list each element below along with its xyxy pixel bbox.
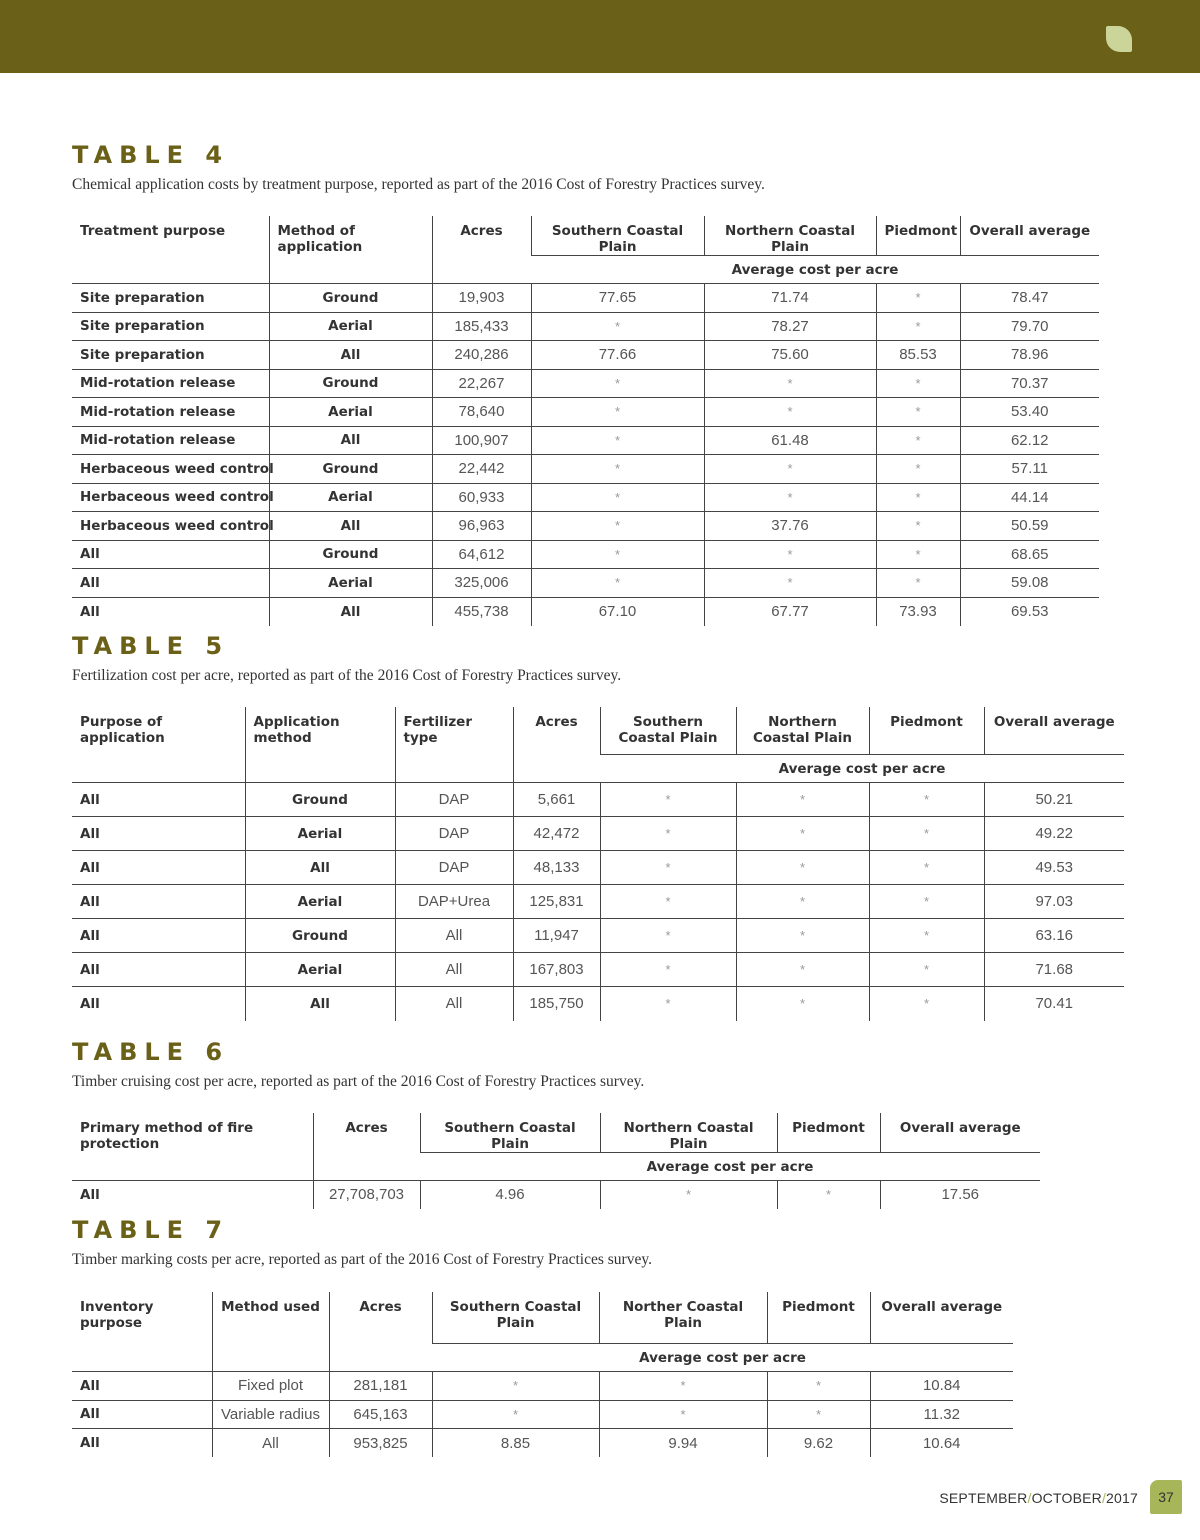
table-cell: * [704, 398, 876, 427]
page-number: 37 [1150, 1480, 1182, 1514]
table-cell: 11.32 [870, 1400, 1013, 1429]
table-cell: 67.77 [704, 597, 876, 626]
table7-heading [72, 1216, 652, 1270]
table-cell: * [600, 1181, 777, 1209]
table-row [72, 1429, 1013, 1458]
table-cell: 77.66 [531, 341, 704, 370]
table-cell: 8.85 [432, 1429, 599, 1458]
table-cell: * [704, 369, 876, 398]
table-cell: Ground [269, 540, 432, 569]
col-header: Fertilizer type [395, 707, 513, 783]
table-cell: 50.21 [984, 783, 1124, 817]
table-row [72, 987, 1124, 1021]
table-cell: 97.03 [984, 885, 1124, 919]
table-cell: * [869, 783, 984, 817]
table-cell: * [876, 398, 960, 427]
table-cell: Aerial [245, 953, 395, 987]
table-cell: Ground [269, 284, 432, 313]
footer-month1: SEPTEMBER [939, 1490, 1028, 1506]
table-cell: 79.70 [960, 312, 1099, 341]
table-cell: * [704, 455, 876, 484]
table-row [72, 312, 1099, 341]
table-cell: All [72, 1400, 212, 1429]
table-cell: Herbaceous weed control [72, 512, 269, 541]
table-cell: 27,708,703 [313, 1181, 420, 1209]
table-cell: Herbaceous weed control [72, 455, 269, 484]
footer-year: 2017 [1106, 1490, 1138, 1506]
table-cell: 17.56 [880, 1181, 1040, 1209]
issue-date [939, 1490, 1138, 1506]
table-cell: 281,181 [329, 1372, 432, 1401]
table-cell: 185,750 [513, 987, 600, 1021]
table-cell: 11,947 [513, 919, 600, 953]
table7-caption: Timber marking costs per acre, reported as part of the 2016 Cost of Forestry Practices survey. [72, 1251, 652, 1268]
table-cell: All [72, 1372, 212, 1401]
table-cell: Aerial [245, 885, 395, 919]
table-cell: * [869, 885, 984, 919]
table-cell: 37.76 [704, 512, 876, 541]
footer-separator: / [1027, 1490, 1032, 1506]
col-header: Overall average [880, 1113, 1040, 1153]
table6-title: TABLE 6 [72, 1038, 230, 1066]
table-cell: Ground [245, 783, 395, 817]
table-cell: All [80, 1435, 100, 1451]
col-header: Southern Coastal Plain [432, 1292, 599, 1344]
table-cell: * [876, 512, 960, 541]
table-cell: 49.22 [984, 817, 1124, 851]
table-cell: 59.08 [960, 569, 1099, 598]
table-row [72, 512, 1099, 541]
table-cell: 53.40 [960, 398, 1099, 427]
col-header: Southern Coastal Plain [531, 216, 704, 256]
avg-cost-subheader: Average cost per acre [420, 1153, 1040, 1181]
table-cell: Mid-rotation release [72, 426, 269, 455]
avg-cost-subheader: Average cost per acre [432, 1344, 1013, 1372]
table-cell: All [245, 851, 395, 885]
table-cell: * [869, 953, 984, 987]
col-header: Acres [432, 216, 531, 284]
table-row [72, 1372, 1013, 1401]
table7-body [72, 1372, 1013, 1458]
table-cell: * [736, 885, 869, 919]
table-cell: Aerial [269, 312, 432, 341]
table-cell: All [72, 953, 245, 987]
table6-heading [72, 1038, 644, 1092]
table-cell: * [736, 919, 869, 953]
table-cell: 48,133 [513, 851, 600, 885]
table4-title: TABLE 4 [72, 141, 230, 169]
table-cell: * [876, 455, 960, 484]
table4-caption: Chemical application costs by treatment purpose, reported as part of the 2016 Cost of Forestry Practices survey. [72, 176, 765, 193]
table-cell: All [395, 987, 513, 1021]
table-cell: All [80, 1186, 100, 1203]
table-cell: Mid-rotation release [72, 369, 269, 398]
table-cell: 78.27 [704, 312, 876, 341]
table-row [72, 540, 1099, 569]
table-cell: * [599, 1400, 767, 1429]
table-cell: DAP+Urea [395, 885, 513, 919]
table-cell: * [531, 483, 704, 512]
table-cell: 42,472 [513, 817, 600, 851]
table-cell: * [876, 540, 960, 569]
table-cell: 78.96 [960, 341, 1099, 370]
table-cell: * [869, 817, 984, 851]
table-cell: * [876, 284, 960, 313]
table-cell: 69.53 [960, 597, 1099, 626]
table-cell: * [432, 1400, 599, 1429]
table-cell: * [531, 398, 704, 427]
table-cell: * [600, 817, 736, 851]
table-cell: * [736, 987, 869, 1021]
table-row [72, 284, 1099, 313]
col-header: Overall average [960, 216, 1099, 256]
table-cell: Herbaceous weed control [72, 483, 269, 512]
table-cell: * [531, 369, 704, 398]
col-header: Acres [313, 1113, 420, 1181]
table-cell: * [876, 569, 960, 598]
table-row [72, 569, 1099, 598]
leaf-icon [1106, 26, 1132, 52]
table-cell: All [80, 603, 100, 620]
table6 [72, 1113, 1040, 1209]
table-cell: All [72, 851, 245, 885]
table-cell: All [269, 426, 432, 455]
col-header: Piedmont [869, 707, 984, 755]
table-row [72, 817, 1124, 851]
table-row [72, 953, 1124, 987]
table-cell: All [72, 783, 245, 817]
table5-caption: Fertilization cost per acre, reported as part of the 2016 Cost of Forestry Practices survey. [72, 667, 622, 684]
table-cell: * [531, 426, 704, 455]
top-banner [0, 0, 1200, 73]
table-cell: 64,612 [432, 540, 531, 569]
table6-caption: Timber cruising cost per acre, reported as part of the 2016 Cost of Forestry Practices survey. [72, 1073, 645, 1090]
table-cell: * [600, 919, 736, 953]
table-cell: All [269, 512, 432, 541]
table-cell: 96,963 [432, 512, 531, 541]
table-cell: Ground [269, 455, 432, 484]
table-cell: 77.65 [531, 284, 704, 313]
table4 [72, 216, 1099, 626]
table-cell: 57.11 [960, 455, 1099, 484]
table-cell: 63.16 [984, 919, 1124, 953]
footer-month2: OCTOBER [1031, 1490, 1102, 1506]
table-cell: Site preparation [72, 341, 269, 370]
table-cell: * [777, 1181, 880, 1209]
table6-body [72, 1181, 1040, 1209]
table-cell: All [80, 995, 100, 1012]
table-cell: 455,738 [432, 597, 531, 626]
table-cell: Aerial [245, 817, 395, 851]
table-cell: Variable radius [212, 1400, 329, 1429]
table-row [72, 483, 1099, 512]
table-cell: All [395, 953, 513, 987]
col-header: Acres [329, 1292, 432, 1372]
col-header: Norther Coastal Plain [599, 1292, 767, 1344]
table-cell: * [869, 919, 984, 953]
table-cell: Fixed plot [212, 1372, 329, 1401]
table-cell: Ground [245, 919, 395, 953]
table-cell: 19,903 [432, 284, 531, 313]
col-header: Application method [245, 707, 395, 783]
table-cell: * [876, 312, 960, 341]
table-cell: * [869, 851, 984, 885]
table-cell: 44.14 [960, 483, 1099, 512]
table-cell: * [704, 569, 876, 598]
table-cell: * [876, 426, 960, 455]
table7-title: TABLE 7 [72, 1216, 230, 1244]
col-header: Method of application [269, 216, 432, 284]
table5-heading [72, 632, 621, 686]
table-cell: All [72, 569, 269, 598]
table-cell: 185,433 [432, 312, 531, 341]
col-header: Primary method of fire protection [72, 1113, 313, 1181]
table-row [72, 1181, 1040, 1209]
table-cell: Aerial [269, 569, 432, 598]
table-cell: 953,825 [329, 1429, 432, 1458]
table-cell: * [767, 1400, 870, 1429]
table5-title: TABLE 5 [72, 632, 230, 660]
table-cell: * [876, 483, 960, 512]
table-row [72, 369, 1099, 398]
table-cell: 22,442 [432, 455, 531, 484]
col-header: Inventory purpose [72, 1292, 212, 1372]
table-cell: 125,831 [513, 885, 600, 919]
table-cell: All [212, 1429, 329, 1458]
table-cell: 645,163 [329, 1400, 432, 1429]
table7 [72, 1292, 1013, 1457]
table-cell: * [736, 783, 869, 817]
table-cell: 85.53 [876, 341, 960, 370]
table-row [72, 1400, 1013, 1429]
table-cell: 325,006 [432, 569, 531, 598]
table-cell: 71.68 [984, 953, 1124, 987]
table-cell: DAP [395, 851, 513, 885]
table-cell: * [600, 851, 736, 885]
table-cell: All [72, 540, 269, 569]
footer-separator: / [1101, 1490, 1107, 1506]
table-cell: 9.94 [599, 1429, 767, 1458]
table-cell: 10.64 [870, 1429, 1013, 1458]
table-cell: * [736, 953, 869, 987]
table-cell: 60,933 [432, 483, 531, 512]
table-cell: * [531, 312, 704, 341]
table4-heading [72, 141, 765, 195]
table-cell: All [72, 885, 245, 919]
table-cell: * [869, 987, 984, 1021]
table-cell: 167,803 [513, 953, 600, 987]
table5-body [72, 783, 1124, 1021]
table-cell: Mid-rotation release [72, 398, 269, 427]
table-cell: * [531, 512, 704, 541]
table-cell: * [600, 885, 736, 919]
table-cell: Site preparation [72, 312, 269, 341]
table-cell: 70.37 [960, 369, 1099, 398]
table-row [72, 597, 1099, 626]
avg-cost-subheader: Average cost per acre [531, 256, 1099, 284]
table-cell: 78.47 [960, 284, 1099, 313]
table-cell: DAP [395, 783, 513, 817]
table-cell: All [72, 817, 245, 851]
table-cell: DAP [395, 817, 513, 851]
table-cell: * [600, 953, 736, 987]
table-cell: Aerial [269, 398, 432, 427]
table-cell: * [531, 540, 704, 569]
table-cell: 240,286 [432, 341, 531, 370]
table-cell: * [704, 483, 876, 512]
table-cell: * [531, 569, 704, 598]
table-cell: 9.62 [767, 1429, 870, 1458]
table-row [72, 455, 1099, 484]
table-row [72, 341, 1099, 370]
table-cell: * [736, 817, 869, 851]
table-cell: 61.48 [704, 426, 876, 455]
table-cell: All [269, 341, 432, 370]
table-row [72, 783, 1124, 817]
table-cell: 22,267 [432, 369, 531, 398]
table-cell: 78,640 [432, 398, 531, 427]
col-header: Northern Coastal Plain [704, 216, 876, 256]
table-cell: All [269, 597, 432, 626]
col-header: Piedmont [767, 1292, 870, 1344]
table-cell: 75.60 [704, 341, 876, 370]
table4-body [72, 284, 1099, 626]
col-header: Treatment purpose [72, 216, 269, 284]
table-cell: * [600, 987, 736, 1021]
table-row [72, 851, 1124, 885]
col-header: Northern Coastal Plain [600, 1113, 777, 1153]
table-cell: 68.65 [960, 540, 1099, 569]
table-cell: 62.12 [960, 426, 1099, 455]
col-header: Southern Coastal Plain [600, 707, 736, 755]
table-cell: 4.96 [420, 1181, 600, 1209]
table-cell: Aerial [269, 483, 432, 512]
table-cell: 50.59 [960, 512, 1099, 541]
col-header: Piedmont [777, 1113, 880, 1153]
table-cell: 49.53 [984, 851, 1124, 885]
col-header: Southern Coastal Plain [420, 1113, 600, 1153]
table-cell: All [395, 919, 513, 953]
table-cell: 100,907 [432, 426, 531, 455]
table-cell: * [600, 783, 736, 817]
table-cell: 5,661 [513, 783, 600, 817]
table-cell: * [767, 1372, 870, 1401]
table-row [72, 398, 1099, 427]
table-cell: * [432, 1372, 599, 1401]
table-cell: 70.41 [984, 987, 1124, 1021]
table-row [72, 426, 1099, 455]
table-cell: 10.84 [870, 1372, 1013, 1401]
table-cell: * [531, 455, 704, 484]
table-cell: All [72, 919, 245, 953]
table-cell: * [704, 540, 876, 569]
table-cell: 71.74 [704, 284, 876, 313]
table-cell: * [599, 1372, 767, 1401]
table-row [72, 919, 1124, 953]
table-cell: * [736, 851, 869, 885]
table-cell: All [245, 987, 395, 1021]
col-header: Overall average [870, 1292, 1013, 1344]
table5 [72, 707, 1124, 1021]
table-cell: 73.93 [876, 597, 960, 626]
table-cell: Ground [269, 369, 432, 398]
col-header: Acres [513, 707, 600, 783]
col-header: Northern Coastal Plain [736, 707, 869, 755]
table-row [72, 885, 1124, 919]
avg-cost-subheader: Average cost per acre [600, 755, 1124, 783]
col-header: Method used [212, 1292, 329, 1372]
table-cell: * [876, 369, 960, 398]
col-header: Purpose of application [72, 707, 245, 783]
col-header: Overall average [984, 707, 1124, 755]
table-cell: 67.10 [531, 597, 704, 626]
col-header: Piedmont [876, 216, 960, 256]
table-cell: Site preparation [72, 284, 269, 313]
